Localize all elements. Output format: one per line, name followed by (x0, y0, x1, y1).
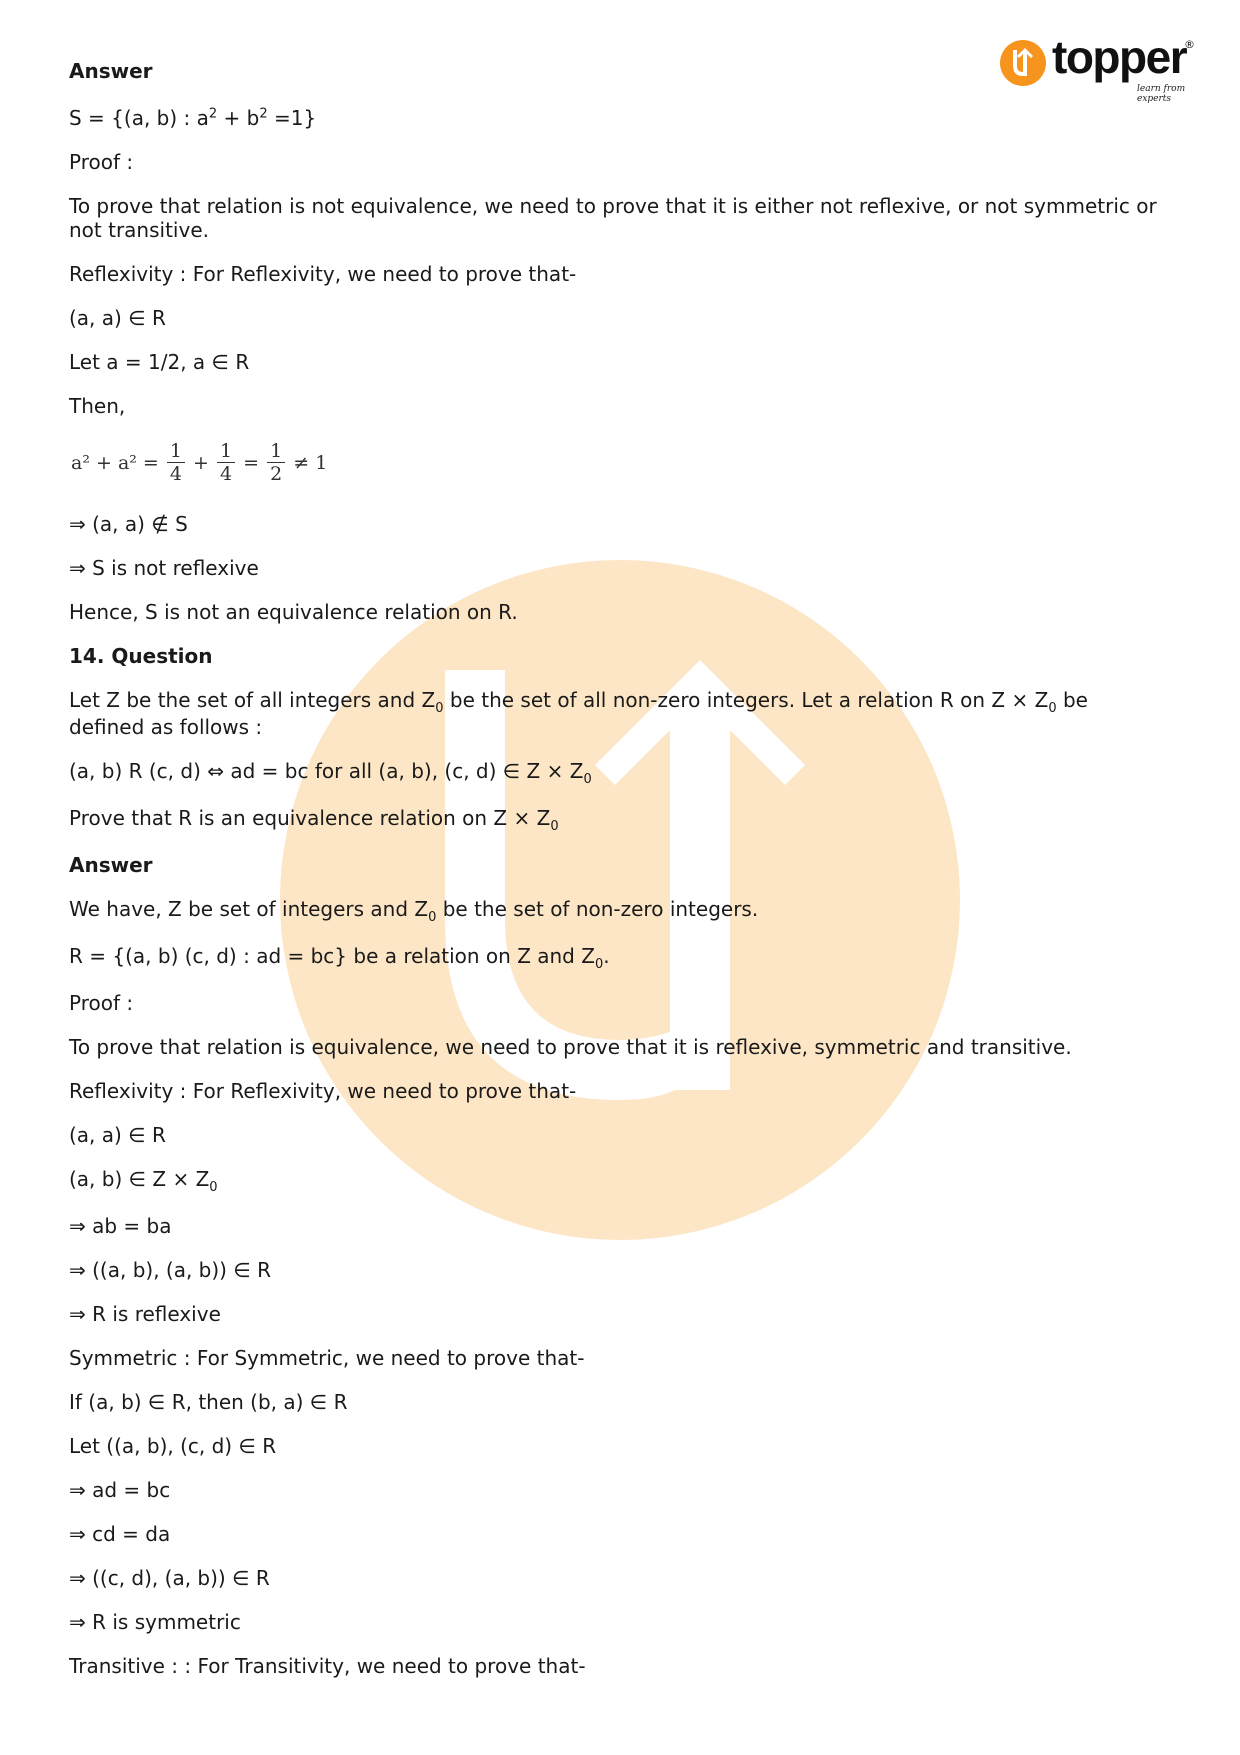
hence-line: Hence, S is not an equivalence relation on R. (69, 600, 518, 624)
r-reflexive-line: ⇒ R is reflexive (69, 1302, 221, 1326)
question-text-line-2: defined as follows : (69, 715, 263, 739)
fraction-quarter-1: $\frac{1}{4}$ (167, 440, 185, 485)
set-definition: S = {(a, b) : $a^2 + b^2 =1$} (69, 106, 317, 130)
logo-tagline: learn from experts (1137, 84, 1186, 104)
aa-in-r-line-2: (a, a) ∈ R (69, 1123, 166, 1147)
then-line: Then, (69, 394, 126, 418)
fraction-half: $\frac{1}{2}$ (267, 440, 285, 485)
brand-logo (1000, 31, 1200, 104)
if-ab-line: If (a, b) ∈ R, then (b, a) ∈ R (69, 1390, 348, 1414)
relation-definition: (a, b) R (c, d) ⇔ ad = bc for all (a, b), (c, d) ∈ $Z \times Z_0$ (69, 759, 592, 787)
r-symmetric-line: ⇒ R is symmetric (69, 1610, 241, 1634)
question-14-heading: 14. Question (69, 644, 213, 668)
transitive-heading: Transitive : : For Transitivity, we need to prove that- (69, 1654, 586, 1678)
s-not-reflexive-line: ⇒ S is not reflexive (69, 556, 259, 580)
logo-u-icon (1000, 40, 1046, 86)
aa-notin-s-line: ⇒ (a, a) ∉ S (69, 512, 188, 536)
reflexivity-heading: Reflexivity : For Reflexivity, we need to prove that- (69, 262, 577, 286)
logo-wordmark: topper (1052, 31, 1187, 83)
prove-equivalence-line: To prove that relation is equivalence, we need to prove that it is reflexive, symmetric and transitive. (69, 1035, 1072, 1059)
fraction-equation: a² + a² = $\frac{1}{4}$ + $\frac{1}{4}$ = $\frac{1}{2}$ ≠ 1 (71, 440, 328, 485)
aa-in-r-line: (a, a) ∈ R (69, 306, 166, 330)
proof-label-2: Proof : (69, 991, 134, 1015)
prove-equivalence-task: Prove that R is an equivalence relation on $Z \times Z_0$ (69, 806, 559, 834)
let-a-line: Let a = 1/2, a ∈ R (69, 350, 250, 374)
ad-equals-bc-line: ⇒ ad = bc (69, 1478, 171, 1502)
question-text-line-1: Let Z be the set of all integers and $Z_0$ be the set of all non-zero integers. Let a relation R on $Z \times Z_0$ be (69, 688, 1088, 716)
abab-in-r-line: ⇒ ((a, b), (a, b)) ∈ R (69, 1258, 272, 1282)
answer-heading: Answer (69, 59, 153, 83)
prove-not-line-1: To prove that relation is not equivalence, we need to prove that it is either not reflexive, or not symmetric or (69, 194, 1157, 218)
r-definition-line: R = {(a, b) (c, d) : ad = bc} be a relation on Z and $Z_0$. (69, 944, 610, 972)
cdab-in-r-line: ⇒ ((c, d), (a, b)) ∈ R (69, 1566, 270, 1590)
symmetric-heading: Symmetric : For Symmetric, we need to prove that- (69, 1346, 585, 1370)
we-have-line: We have, Z be set of integers and $Z_0$ be the set of non-zero integers. (69, 897, 759, 925)
ab-in-zz-line: (a, b) ∈ $Z \times Z_0$ (69, 1167, 218, 1195)
reflexivity-heading-2: Reflexivity : For Reflexivity, we need to prove that- (69, 1079, 577, 1103)
logo-registered-mark: ® (1184, 38, 1195, 51)
let-abcd-line: Let ((a, b), (c, d) ∈ R (69, 1434, 277, 1458)
cd-equals-da-line: ⇒ cd = da (69, 1522, 171, 1546)
fraction-quarter-2: $\frac{1}{4}$ (217, 440, 235, 485)
answer-heading-2: Answer (69, 853, 153, 877)
proof-label: Proof : (69, 150, 134, 174)
ab-equals-ba-line: ⇒ ab = ba (69, 1214, 172, 1238)
prove-not-line-2: not transitive. (69, 218, 209, 242)
